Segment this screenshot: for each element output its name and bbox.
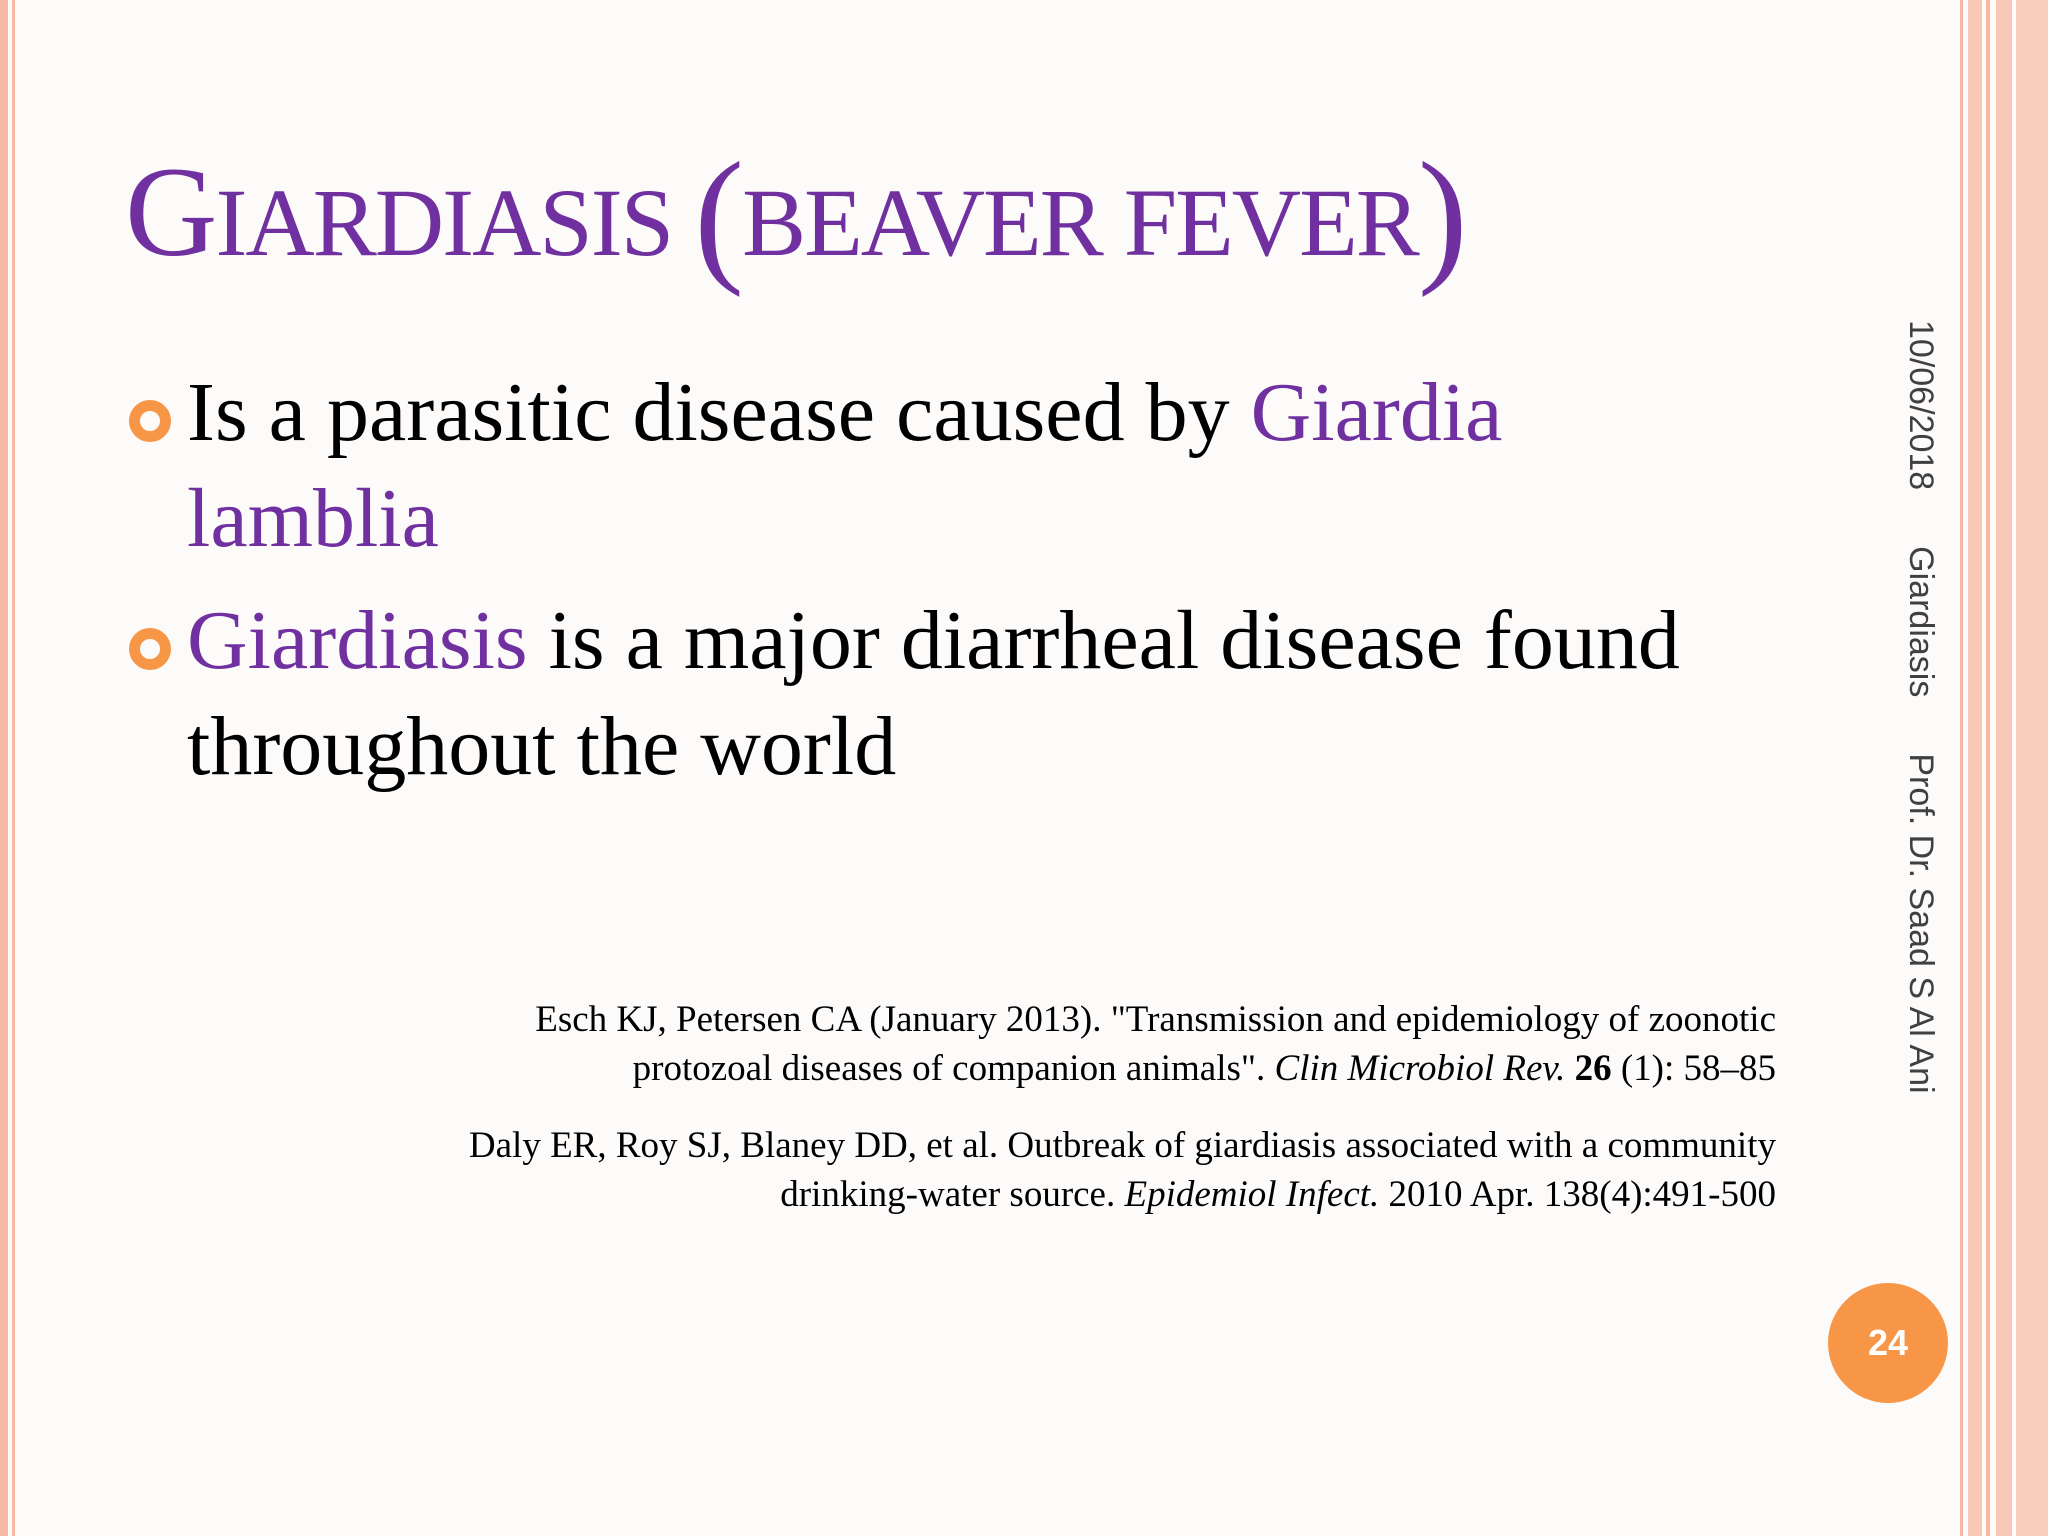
page-number-badge: 24 (1828, 1283, 1948, 1403)
left-border-stripe (0, 0, 8, 1536)
reference-journal: Epidemiol Infect. (1124, 1174, 1380, 1215)
bullet-item (125, 360, 1685, 572)
slide-title (125, 130, 1466, 298)
footer-topic: Giardiasis (1902, 546, 1940, 698)
reference-pages: (1): 58–85 (1611, 1048, 1776, 1089)
bullet-text-post: is a major diarrheal disease found throughout the world (187, 594, 1680, 793)
left-border-thin-stripe (12, 0, 15, 1536)
reference-text: Esch KJ, Petersen CA (January 2013). "Transmission and epidemiology of zoonotic protozoal diseases of companion animals". (535, 999, 1776, 1089)
reference-pages: 2010 Apr. 138(4):491-500 (1379, 1174, 1776, 1215)
right-border-stripe-5 (2016, 0, 2048, 1536)
footer-date: 10/06/2018 (1902, 320, 1940, 491)
footer-author: Prof. Dr. Saad S Al Ani (1902, 753, 1940, 1094)
reference-item (440, 1121, 1776, 1219)
side-footer (1901, 320, 1940, 1100)
reference-text: Daly ER, Roy SJ, Blaney DD, et al. Outbreak of giardiasis associated with a community drinking-water source. (468, 1125, 1776, 1215)
reference-item (440, 995, 1776, 1093)
references (440, 995, 1776, 1247)
bullet-item (125, 588, 1685, 800)
bullet-text: Is a parasitic disease caused by (187, 366, 1251, 459)
title-close-paren: ) (1417, 132, 1466, 298)
title-rest: IARDIASIS (215, 169, 695, 276)
title-subtitle: BEAVER FEVER (742, 169, 1418, 276)
title-open-paren: ( (694, 132, 743, 298)
bullet-highlight: Giardiasis (187, 594, 528, 687)
title-initial: G (125, 141, 216, 283)
right-border-stripe-2 (1968, 0, 1982, 1536)
reference-volume: 26 (1574, 1048, 1612, 1089)
reference-journal: Clin Microbiol Rev. (1274, 1048, 1566, 1089)
bullet-circle-icon (129, 628, 171, 670)
bullet-list (125, 360, 1685, 816)
right-border-stripe-3 (1986, 0, 1990, 1536)
bullet-circle-icon (129, 400, 171, 442)
right-border-stripe-1 (1960, 0, 1963, 1536)
bullet-highlight: Giardia lamblia (187, 366, 1503, 565)
right-border-stripe-4 (1996, 0, 2012, 1536)
